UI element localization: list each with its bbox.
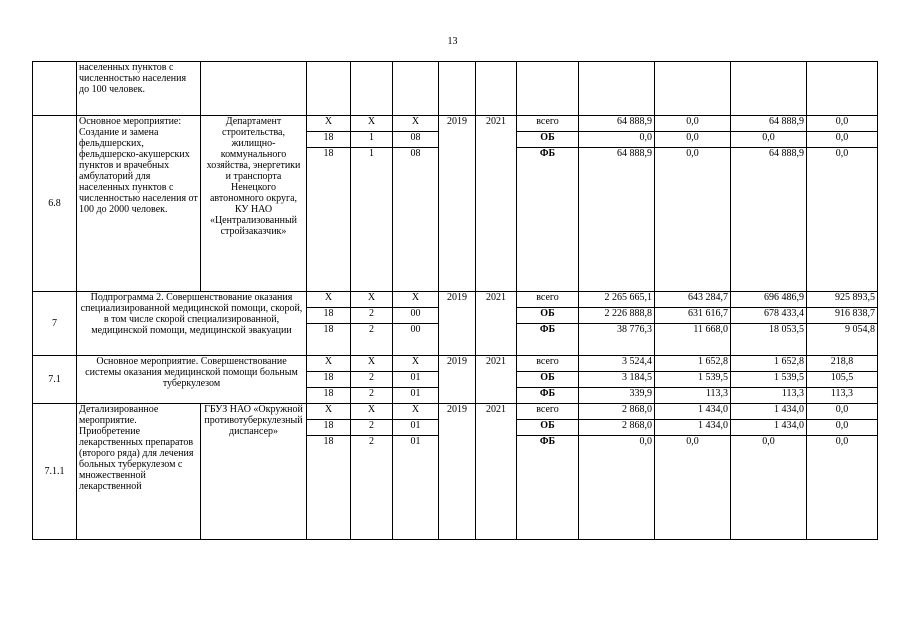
code-cell: X: [351, 292, 393, 308]
end-year: 2021: [476, 356, 517, 404]
code-cell: 01: [393, 436, 439, 540]
value-cell: 0,0: [807, 436, 878, 540]
value-cell: 2 226 888,8: [579, 308, 655, 324]
table-row: [33, 404, 878, 420]
value-cell: 1 539,5: [731, 372, 807, 388]
start-year: 2019: [439, 116, 476, 292]
end-year: 2021: [476, 292, 517, 356]
value-cell: 1 652,8: [655, 356, 731, 372]
source-cell: ФБ: [517, 148, 579, 292]
value-cell: 64 888,9: [731, 116, 807, 132]
code-cell: X: [393, 404, 439, 420]
value-cell: 925 893,5: [807, 292, 878, 308]
value-cell: [731, 62, 807, 116]
code-cell: 2: [351, 420, 393, 436]
value-cell: [655, 62, 731, 116]
year-cell: [476, 62, 517, 116]
value-cell: [807, 62, 878, 116]
code-cell: 1: [351, 148, 393, 292]
value-cell: 218,8: [807, 356, 878, 372]
end-year: 2021: [476, 404, 517, 540]
table-row: [33, 292, 878, 308]
start-year: 2019: [439, 356, 476, 404]
value-cell: 0,0: [655, 132, 731, 148]
code-cell: 01: [393, 372, 439, 388]
year-cell: [439, 62, 476, 116]
row-name: Основное мероприятие. Совершенствование системы оказания медицинской помощи больным туберкулезом: [77, 356, 307, 404]
value-cell: 11 668,0: [655, 324, 731, 356]
code-cell: X: [393, 356, 439, 372]
source-cell: ОБ: [517, 308, 579, 324]
row-id: [33, 62, 77, 116]
value-cell: 0,0: [655, 116, 731, 132]
code-cell: 18: [307, 132, 351, 148]
source-cell: ОБ: [517, 420, 579, 436]
value-cell: 1 434,0: [731, 420, 807, 436]
value-cell: 38 776,3: [579, 324, 655, 356]
code-cell: 01: [393, 420, 439, 436]
code-cell: X: [393, 116, 439, 132]
code-cell: 2: [351, 388, 393, 404]
code-cell: X: [351, 356, 393, 372]
value-cell: 0,0: [807, 404, 878, 420]
value-cell: 0,0: [655, 436, 731, 540]
code-cell: 18: [307, 436, 351, 540]
value-cell: 643 284,7: [655, 292, 731, 308]
value-cell: 64 888,9: [579, 148, 655, 292]
value-cell: 1 434,0: [655, 404, 731, 420]
source-cell: ОБ: [517, 132, 579, 148]
code-cell: 08: [393, 132, 439, 148]
source-cell: всего: [517, 292, 579, 308]
row-executor: Департамент строительства, жилищно-коммунального хозяйства, энергетики и транспорта Ненецкого автономного округа, КУ НАО «Централизованный стройзаказчик»: [201, 116, 307, 292]
table-row: [33, 62, 878, 116]
code-cell: 01: [393, 388, 439, 404]
value-cell: 64 888,9: [579, 116, 655, 132]
code-cell: X: [307, 116, 351, 132]
value-cell: 0,0: [655, 148, 731, 292]
value-cell: 1 434,0: [655, 420, 731, 436]
end-year: 2021: [476, 116, 517, 292]
value-cell: 0,0: [579, 436, 655, 540]
code-cell: 00: [393, 324, 439, 356]
page-number: 13: [447, 36, 458, 47]
value-cell: 1 652,8: [731, 356, 807, 372]
source-cell: всего: [517, 404, 579, 420]
source-cell: ОБ: [517, 372, 579, 388]
row-name: Подпрограмма 2. Совершенствование оказания специализированной медицинской помощи, скорой, в том числе скорой специализированной, медицинской помощи, медицинской эвакуации: [77, 292, 307, 356]
source-cell: всего: [517, 116, 579, 132]
code-cell: 18: [307, 388, 351, 404]
code-cell: 2: [351, 324, 393, 356]
code-cell: 18: [307, 324, 351, 356]
value-cell: 9 054,8: [807, 324, 878, 356]
value-cell: 3 184,5: [579, 372, 655, 388]
code-cell: [351, 62, 393, 116]
value-cell: 0,0: [579, 132, 655, 148]
value-cell: [579, 62, 655, 116]
code-cell: [307, 62, 351, 116]
source-cell: всего: [517, 356, 579, 372]
value-cell: 339,9: [579, 388, 655, 404]
value-cell: 2 868,0: [579, 420, 655, 436]
code-cell: X: [351, 116, 393, 132]
value-cell: 916 838,7: [807, 308, 878, 324]
row-executor: ГБУЗ НАО «Окружной противотуберкулезный диспансер»: [201, 404, 307, 540]
budget-table: [32, 61, 878, 540]
code-cell: 2: [351, 436, 393, 540]
value-cell: 0,0: [731, 132, 807, 148]
start-year: 2019: [439, 292, 476, 356]
value-cell: 0,0: [807, 132, 878, 148]
value-cell: 1 539,5: [655, 372, 731, 388]
code-cell: 1: [351, 132, 393, 148]
source-cell: ФБ: [517, 436, 579, 540]
value-cell: 1 434,0: [731, 404, 807, 420]
code-cell: X: [351, 404, 393, 420]
row-id: 7.1.1: [33, 404, 77, 540]
row-id: 6.8: [33, 116, 77, 292]
row-executor: [201, 62, 307, 116]
source-cell: ФБ: [517, 388, 579, 404]
code-cell: X: [393, 292, 439, 308]
code-cell: X: [307, 404, 351, 420]
code-cell: X: [307, 292, 351, 308]
value-cell: 0,0: [807, 420, 878, 436]
code-cell: 18: [307, 372, 351, 388]
source-cell: ФБ: [517, 324, 579, 356]
code-cell: X: [307, 356, 351, 372]
start-year: 2019: [439, 404, 476, 540]
value-cell: 18 053,5: [731, 324, 807, 356]
value-cell: 3 524,4: [579, 356, 655, 372]
row-name: населенных пунктов с численностью населения до 100 человек.: [77, 62, 201, 116]
row-name: Детализированное мероприятие. Приобретение лекарственных препаратов (второго ряда) для лечения больных туберкулезом с множественной лекарственной: [77, 404, 201, 540]
value-cell: 696 486,9: [731, 292, 807, 308]
table-row: [33, 116, 878, 132]
value-cell: 0,0: [807, 148, 878, 292]
value-cell: 631 616,7: [655, 308, 731, 324]
code-cell: 2: [351, 372, 393, 388]
code-cell: 18: [307, 420, 351, 436]
code-cell: 18: [307, 148, 351, 292]
value-cell: 64 888,9: [731, 148, 807, 292]
table-row: [33, 356, 878, 372]
code-cell: 00: [393, 308, 439, 324]
row-name: Основное мероприятие: Создание и замена фельдшерских, фельдшерско-акушерских пунктов и врачебных амбулаторий для населенных пунктов с численностью населения от 100 до 2000 человек.: [77, 116, 201, 292]
value-cell: 0,0: [807, 116, 878, 132]
value-cell: 105,5: [807, 372, 878, 388]
code-cell: 18: [307, 308, 351, 324]
value-cell: 2 868,0: [579, 404, 655, 420]
value-cell: 113,3: [655, 388, 731, 404]
source-cell: [517, 62, 579, 116]
value-cell: 2 265 665,1: [579, 292, 655, 308]
code-cell: 08: [393, 148, 439, 292]
code-cell: [393, 62, 439, 116]
value-cell: 113,3: [807, 388, 878, 404]
value-cell: 113,3: [731, 388, 807, 404]
row-id: 7: [33, 292, 77, 356]
value-cell: 678 433,4: [731, 308, 807, 324]
row-id: 7.1: [33, 356, 77, 404]
value-cell: 0,0: [731, 436, 807, 540]
code-cell: 2: [351, 308, 393, 324]
